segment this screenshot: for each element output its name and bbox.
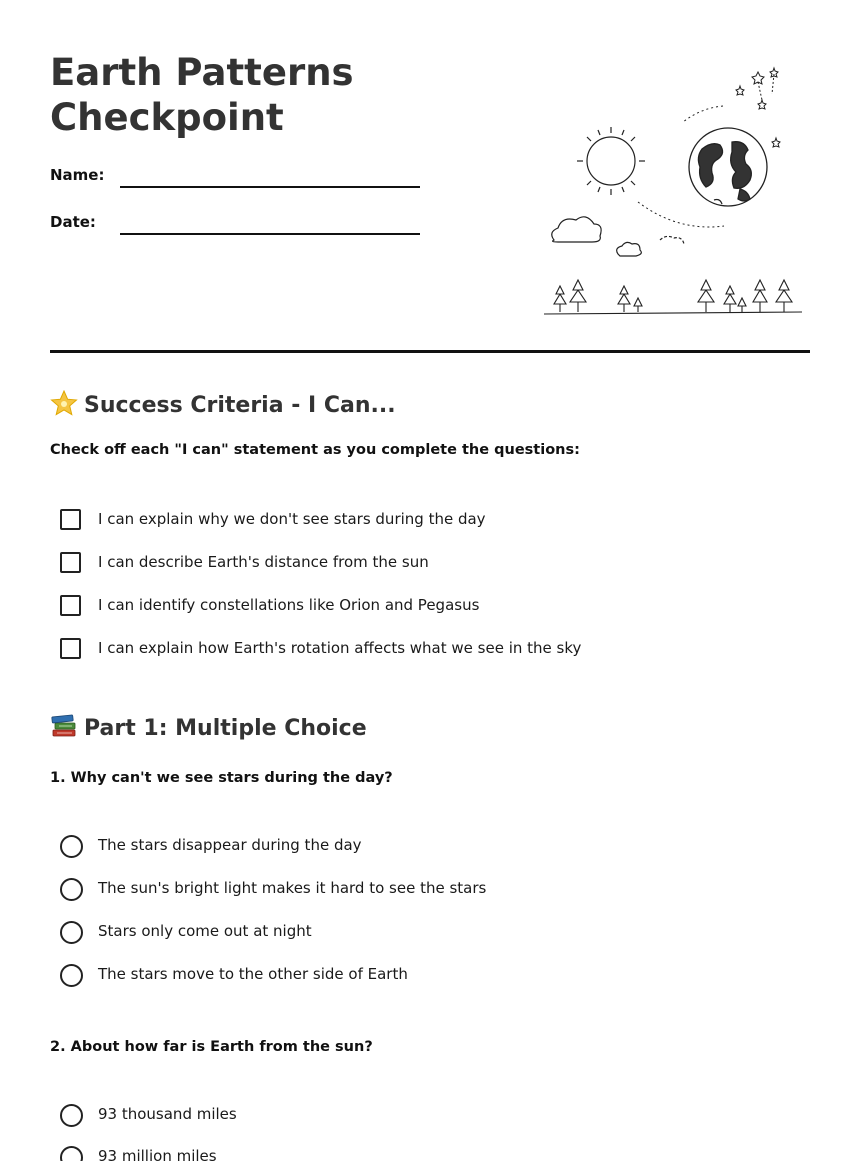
answer-option[interactable] <box>60 835 760 861</box>
criteria-checkbox[interactable] <box>60 552 81 573</box>
answer-label: 93 million miles <box>98 1147 217 1161</box>
criteria-item[interactable] <box>60 595 760 621</box>
title-line-2: Checkpoint <box>50 96 284 139</box>
name-field <box>50 166 430 196</box>
earth-icon <box>689 128 767 206</box>
question-2-text: 2. About how far is Earth from the sun? <box>50 1039 373 1055</box>
answer-option[interactable] <box>60 1146 760 1161</box>
criteria-label: I can explain how Earth's rotation affects what we see in the sky <box>98 639 582 657</box>
criteria-item[interactable] <box>60 552 760 578</box>
criteria-item[interactable] <box>60 509 760 535</box>
success-criteria-title: Success Criteria - I Can... <box>84 393 396 418</box>
criteria-checkbox[interactable] <box>60 638 81 659</box>
answer-radio[interactable] <box>60 835 83 858</box>
part1-heading <box>50 713 367 741</box>
title-line-1: Earth Patterns <box>50 51 354 94</box>
answer-radio[interactable] <box>60 1104 83 1127</box>
name-label: Name: <box>50 166 105 184</box>
answer-radio[interactable] <box>60 878 83 901</box>
name-write-line[interactable] <box>120 186 420 188</box>
part1-title: Part 1: Multiple Choice <box>84 716 367 741</box>
answer-option[interactable] <box>60 1104 760 1130</box>
stars-icon <box>736 68 780 147</box>
question-1-text: 1. Why can't we see stars during the day? <box>50 770 393 786</box>
answer-radio[interactable] <box>60 964 83 987</box>
criteria-checkbox[interactable] <box>60 509 81 530</box>
date-label: Date: <box>50 213 96 231</box>
star-icon <box>50 390 78 416</box>
header-divider <box>50 350 810 353</box>
criteria-label: I can describe Earth's distance from the sun <box>98 553 429 571</box>
cloud-icon <box>552 217 684 256</box>
criteria-checkbox[interactable] <box>60 595 81 616</box>
success-criteria-heading <box>50 390 396 418</box>
answer-label: 93 thousand miles <box>98 1105 237 1123</box>
trees-icon <box>544 280 802 314</box>
answer-option[interactable] <box>60 921 760 947</box>
earth-sky-illustration <box>540 64 810 330</box>
books-icon <box>50 713 78 739</box>
answer-label: The stars disappear during the day <box>98 836 362 854</box>
sun-icon <box>577 127 645 195</box>
answer-radio[interactable] <box>60 1146 83 1161</box>
answer-label: The stars move to the other side of Earth <box>98 965 408 983</box>
success-criteria-instruction: Check off each "I can" statement as you complete the questions: <box>50 442 580 458</box>
answer-label: The sun's bright light makes it hard to see the stars <box>98 879 487 897</box>
answer-radio[interactable] <box>60 921 83 944</box>
answer-label: Stars only come out at night <box>98 922 312 940</box>
page-title <box>50 50 354 140</box>
answer-option[interactable] <box>60 878 760 904</box>
criteria-label: I can explain why we don't see stars during the day <box>98 510 486 528</box>
date-field <box>50 213 430 243</box>
answer-option[interactable] <box>60 964 760 990</box>
criteria-label: I can identify constellations like Orion and Pegasus <box>98 596 480 614</box>
criteria-item[interactable] <box>60 638 760 664</box>
date-write-line[interactable] <box>120 233 420 235</box>
